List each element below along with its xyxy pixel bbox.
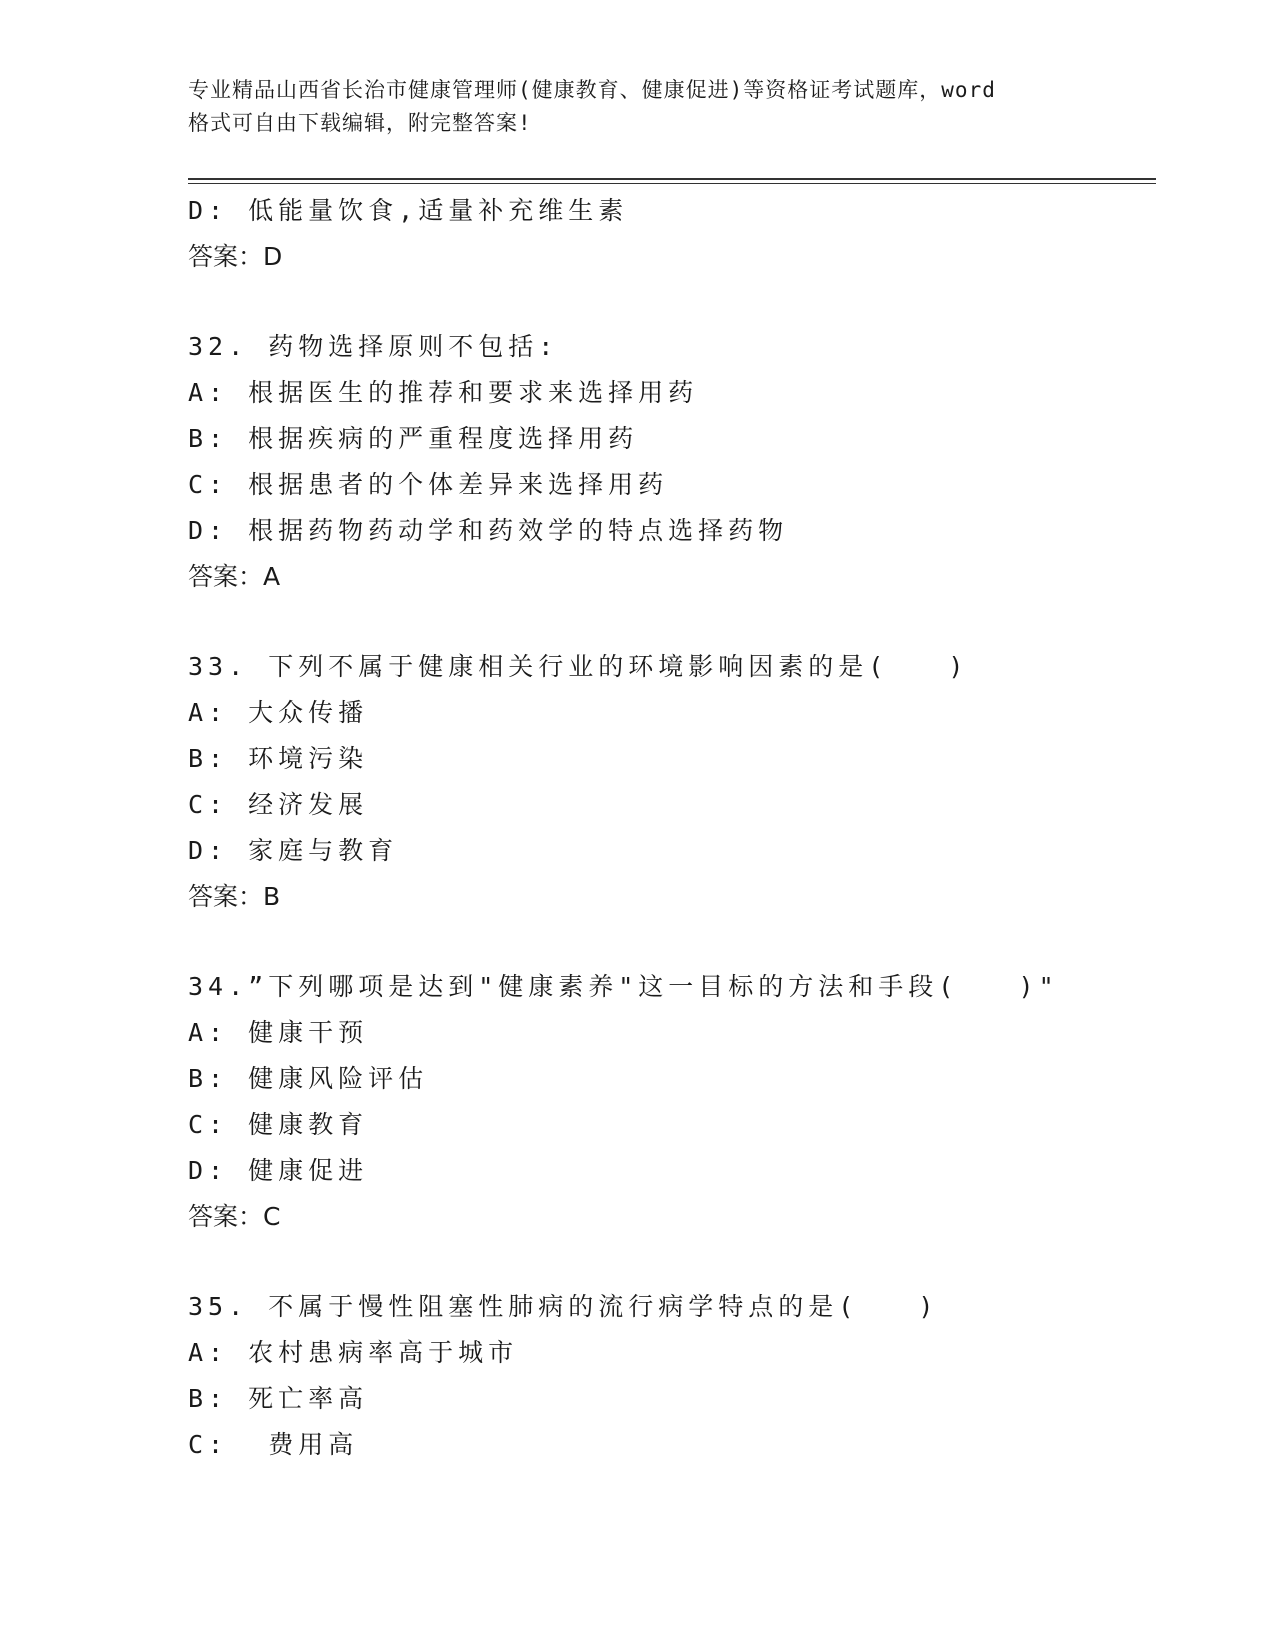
answer-text: 答案：D bbox=[188, 242, 283, 271]
option-b: B: 健康风险评估 bbox=[188, 1064, 429, 1093]
option-a: A: 大众传播 bbox=[188, 698, 369, 727]
option-a: A: 农村患病率高于城市 bbox=[188, 1338, 519, 1367]
option-d: D: 低能量饮食,适量补充维生素 bbox=[188, 196, 629, 225]
header-divider-thick bbox=[188, 178, 1156, 180]
option-a: A: 健康干预 bbox=[188, 1018, 369, 1047]
header-line-1: 专业精品山西省长治市健康管理师(健康教育、健康促进)等资格证考试题库，word bbox=[188, 78, 996, 102]
answer-text: 答案：B bbox=[188, 882, 281, 911]
option-d: D: 健康促进 bbox=[188, 1156, 369, 1185]
spacer bbox=[188, 280, 1156, 324]
spacer bbox=[188, 1240, 1156, 1284]
spacer bbox=[188, 600, 1156, 644]
question-stem: 34.”下列哪项是达到"健康素养"这一目标的方法和手段( )" bbox=[188, 972, 1059, 1001]
option-c: C: 健康教育 bbox=[188, 1110, 369, 1139]
option-d: D: 根据药物药动学和药效学的特点选择药物 bbox=[188, 516, 789, 545]
option-c: C: 经济发展 bbox=[188, 790, 369, 819]
option-d: D: 家庭与教育 bbox=[188, 836, 399, 865]
answer-text: 答案：C bbox=[188, 1202, 281, 1231]
option-a: A: 根据医生的推荐和要求来选择用药 bbox=[188, 378, 699, 407]
option-b: B: 死亡率高 bbox=[188, 1384, 369, 1413]
document-header bbox=[188, 74, 1088, 140]
question-stem: 33. 下列不属于健康相关行业的环境影响因素的是( ) bbox=[188, 652, 969, 681]
spacer bbox=[188, 920, 1156, 964]
header-divider-thin bbox=[188, 183, 1156, 184]
question-stem: 35. 不属于慢性阻塞性肺病的流行病学特点的是( ) bbox=[188, 1292, 939, 1321]
option-b: B: 环境污染 bbox=[188, 744, 369, 773]
answer-text: 答案：A bbox=[188, 562, 281, 591]
question-list bbox=[188, 188, 1156, 1468]
question-stem: 32. 药物选择原则不包括: bbox=[188, 332, 559, 361]
option-b: B: 根据疾病的严重程度选择用药 bbox=[188, 424, 639, 453]
header-line-2: 格式可自由下载编辑，附完整答案! bbox=[188, 111, 532, 135]
option-c: C: 根据患者的个体差异来选择用药 bbox=[188, 470, 669, 499]
option-c: C: 费用高 bbox=[188, 1430, 359, 1459]
